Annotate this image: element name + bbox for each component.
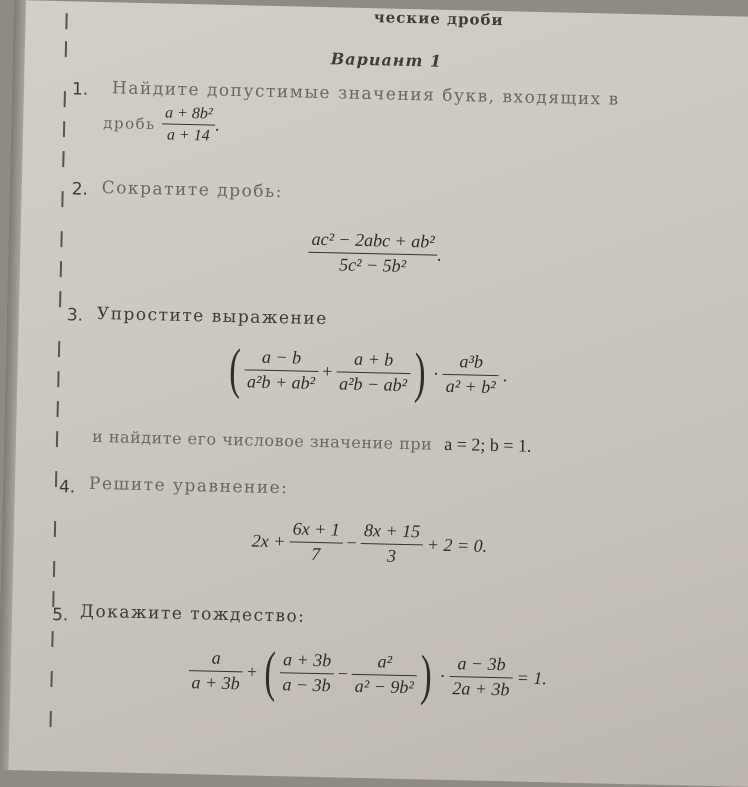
denominator: 5c² − 5b²	[338, 254, 407, 276]
margin-mark	[58, 341, 60, 357]
denominator: a² − 9b²	[354, 675, 414, 697]
punctuation: .	[502, 364, 508, 385]
term: 2x +	[251, 530, 286, 551]
problem-2-fraction	[308, 229, 443, 278]
fraction	[279, 649, 334, 696]
problem-number: 1.	[71, 79, 89, 100]
problem-5-identity: $\frac{a}{a + 3b}$ + ( $\frac{a + 3b}{a - 3b}$ − $\frac{\text{a²}}{\text{a² − 9b²}}$ ) · $\frac{a - 3b}{2a + 3b}$ = 1.	[188, 642, 547, 706]
problem-number: 2.	[71, 179, 89, 200]
problem-3-values-line	[92, 426, 532, 457]
denominator: a + 3b	[191, 671, 240, 693]
numerator: a + 8b²	[164, 104, 213, 123]
fraction	[442, 351, 499, 398]
denominator: a²b − ab²	[338, 372, 408, 395]
operator: +	[322, 360, 333, 381]
operator: −	[337, 663, 349, 684]
denominator: a²b + ab²	[246, 370, 316, 393]
denominator: 7	[310, 543, 321, 564]
punctuation: .	[437, 244, 443, 265]
numerator: a + b	[353, 348, 394, 370]
fraction	[289, 518, 343, 565]
fraction	[336, 348, 411, 396]
problem-text: Решите уравнение:	[88, 473, 289, 499]
section-title: ческие дроби	[373, 8, 504, 30]
numerator: a + 3b	[282, 649, 332, 671]
denominator: 2a + 3b	[452, 677, 510, 699]
fraction	[161, 103, 216, 146]
margin-mark	[65, 41, 67, 57]
variable-values: a = 2; b = 1.	[444, 433, 532, 456]
numerator: 8x + 15	[363, 520, 421, 542]
problem-4-equation	[251, 518, 487, 570]
margin-mark	[50, 711, 52, 727]
problem-text: Найдите допустимые значения букв, входящих в	[111, 78, 620, 110]
margin-mark	[54, 521, 56, 537]
term: = 1.	[516, 667, 548, 688]
numerator: a − b	[261, 346, 302, 368]
numerator: 6x + 1	[292, 518, 341, 540]
denominator: a − 3b	[282, 673, 331, 695]
margin-mark	[61, 191, 63, 207]
problem-text: и найдите его числовое значение при	[91, 426, 433, 454]
margin-mark	[59, 291, 61, 307]
margin-mark	[51, 631, 53, 647]
numerator: a³b	[459, 351, 484, 372]
margin-mark	[60, 231, 62, 247]
margin-mark	[53, 561, 55, 577]
margin-mark	[60, 261, 62, 277]
problem-text: Упростите выражение	[96, 303, 328, 330]
problem-text: Сократите дробь:	[101, 178, 284, 203]
problem-text: Докажите тождество:	[79, 601, 306, 627]
numerator: ac² − 2abc + ab²	[311, 228, 435, 252]
problem-text: дробь	[103, 113, 157, 133]
term: + 2 = 0.	[426, 534, 488, 556]
margin-mark	[62, 151, 64, 167]
page-edge	[0, 0, 26, 770]
fraction	[308, 229, 438, 278]
denominator: a + 14	[166, 126, 210, 145]
operator: ·	[432, 363, 440, 384]
numerator: a²	[377, 651, 393, 672]
margin-mark	[57, 401, 59, 417]
margin-mark	[56, 431, 58, 447]
operator: ·	[439, 665, 446, 686]
problem-number: 3.	[66, 305, 84, 326]
margin-mark	[65, 13, 67, 29]
margin-mark	[64, 91, 66, 107]
fraction	[244, 346, 319, 394]
fraction	[449, 653, 513, 701]
fraction	[360, 520, 423, 568]
margin-mark	[57, 371, 59, 387]
margin-mark	[50, 671, 52, 687]
variant-title: Вариант 1	[330, 49, 443, 71]
problem-1-fraction	[103, 102, 221, 146]
punctuation: .	[215, 114, 221, 135]
problem-number: 4.	[58, 477, 76, 498]
problem-number: 5.	[51, 605, 69, 626]
problem-3-expression: ( $\frac{a - b}{\text{a²b + ab²}}$ + $\frac{a + b}{\text{a²b − ab²}}$ ) · $\frac{\text{a³b}}{\text{a² + b²}}$ .	[225, 341, 512, 403]
denominator: a² + b²	[445, 375, 496, 397]
operator: +	[246, 660, 258, 682]
denominator: 3	[386, 545, 397, 566]
numerator: a − 3b	[457, 653, 506, 675]
fraction	[188, 647, 243, 694]
numerator: a	[211, 647, 221, 668]
margin-mark	[55, 471, 57, 487]
fraction	[352, 651, 418, 699]
operator: −	[346, 532, 357, 553]
margin-mark	[63, 121, 65, 137]
